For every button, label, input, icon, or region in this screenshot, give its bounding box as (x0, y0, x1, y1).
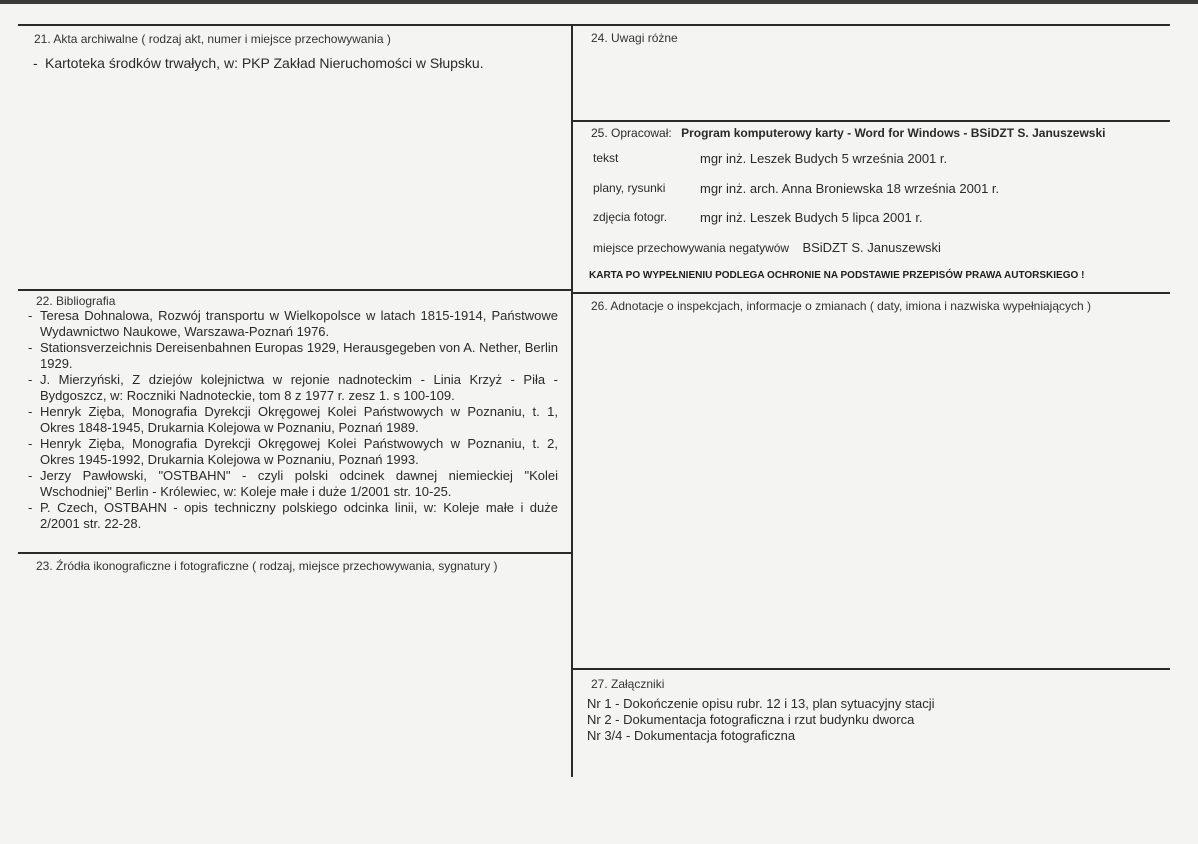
section-24-title: 24. Uwagi różne (591, 31, 678, 45)
negatives-value: BSiDZT S. Januszewski (802, 240, 941, 255)
section-22-title: 22. Bibliografia (36, 294, 116, 308)
bibliography-item: - Jerzy Pawłowski, "OSTBAHN" - czyli polski odcinek dawnej niemieckiej "Kolei Wschodniej" Berlin - Królewiec, w: Koleje małe i duże 1/2001 str. 10-25. (28, 468, 558, 500)
bibliography-item: - P. Czech, OSTBAHN - opis techniczny polskiego odcinka linii, w: Koleje małe i duże 2/2001 str. 22-28. (28, 500, 558, 532)
bibliography-item: - Teresa Dohnalowa, Rozwój transportu w Wielkopolsce w latach 1815-1914, Państwowe Wydawnictwo Naukowe, Warszawa-Poznań 1976. (28, 308, 558, 340)
author-row-value: mgr inż. Leszek Budych 5 lipca 2001 r. (700, 210, 923, 225)
bibliography-list (28, 308, 558, 532)
author-row-label: zdjęcia fotogr. (593, 210, 668, 224)
section-25-header (591, 126, 1105, 140)
bibliography-item: - Henryk Zięba, Monografia Dyrekcji Okręgowej Kolei Państwowych w Poznaniu, t. 1, Okres 1848-1945, Drukarnia Kolejowa w Poznaniu, Poznań 1989. (28, 404, 558, 436)
bibliography-item: - Stationsverzeichnis Dereisenbahnen Europas 1929, Herausgegeben von A. Nether, Berlin 1929. (28, 340, 558, 372)
author-row-label: plany, rysunki (593, 181, 666, 195)
top-edge (0, 0, 1198, 4)
section-25-label: 25. Opracował: (591, 126, 672, 140)
author-row-label: tekst (593, 151, 619, 165)
rule-27-top (573, 668, 1170, 670)
section-21-content (33, 55, 563, 71)
rule-26-top (573, 292, 1170, 294)
top-rule (18, 24, 1170, 26)
author-row-plans (593, 181, 1000, 196)
bibliography-item: - J. Mierzyński, Z dziejów kolejnictwa w rejonie nadnoteckim - Linia Krzyż - Piła - Bydgoszcz, w: Roczniki Nadnoteckie, tom 8 z 1977 r. zesz 1. s 100-109. (28, 372, 558, 404)
attachment-item: Nr 3/4 - Dokumentacja fotograficzna (587, 728, 796, 743)
negatives-row (593, 240, 941, 255)
author-row-photos (593, 210, 923, 225)
section-26-title: 26. Adnotacje o inspekcjach, informacje o zmianach ( daty, imiona i nazwiska wypełniających ) (591, 299, 1092, 313)
center-divider (571, 24, 573, 777)
section-27-title: 27. Załączniki (591, 677, 665, 691)
bibliography-item: - Henryk Zięba, Monografia Dyrekcji Okręgowej Kolei Państwowych w Poznaniu, t. 2, Okres 1945-1992, Drukarnia Kolejowa w Poznaniu, Poznań 1993. (28, 436, 558, 468)
author-row-value: mgr inż. arch. Anna Broniewska 18 września 2001 r. (700, 181, 1000, 196)
program-info: Program komputerowy karty - Word for Windows - BSiDZT S. Januszewski (681, 126, 1106, 140)
rule-23-top (18, 552, 571, 554)
author-row-value: mgr inż. Leszek Budych 5 września 2001 r. (700, 151, 948, 166)
archive-item: - Kartoteka środków trwałych, w: PKP Zakład Nieruchomości w Słupsku. (33, 55, 563, 71)
negatives-label: miejsce przechowywania negatywów (593, 241, 790, 255)
author-row-text (593, 151, 948, 166)
attachment-item: Nr 2 - Dokumentacja fotograficzna i rzut budynku dworca (587, 712, 915, 727)
rule-25-top (573, 120, 1170, 122)
section-23-title: 23. Źródła ikonograficzne i fotograficzne ( rodzaj, miejsce przechowywania, sygnatury ) (36, 559, 498, 573)
copyright-notice: KARTA PO WYPEŁNIENIU PODLEGA OCHRONIE NA PODSTAWIE PRZEPISÓW PRAWA AUTORSKIEGO ! (589, 270, 1085, 281)
attachments-list (587, 696, 935, 744)
section-21-title: 21. Akta archiwalne ( rodzaj akt, numer i miejsce przechowywania ) (34, 32, 391, 46)
rule-22-top (18, 289, 571, 291)
attachment-item: Nr 1 - Dokończenie opisu rubr. 12 i 13, plan sytuacyjny stacji (587, 696, 935, 711)
